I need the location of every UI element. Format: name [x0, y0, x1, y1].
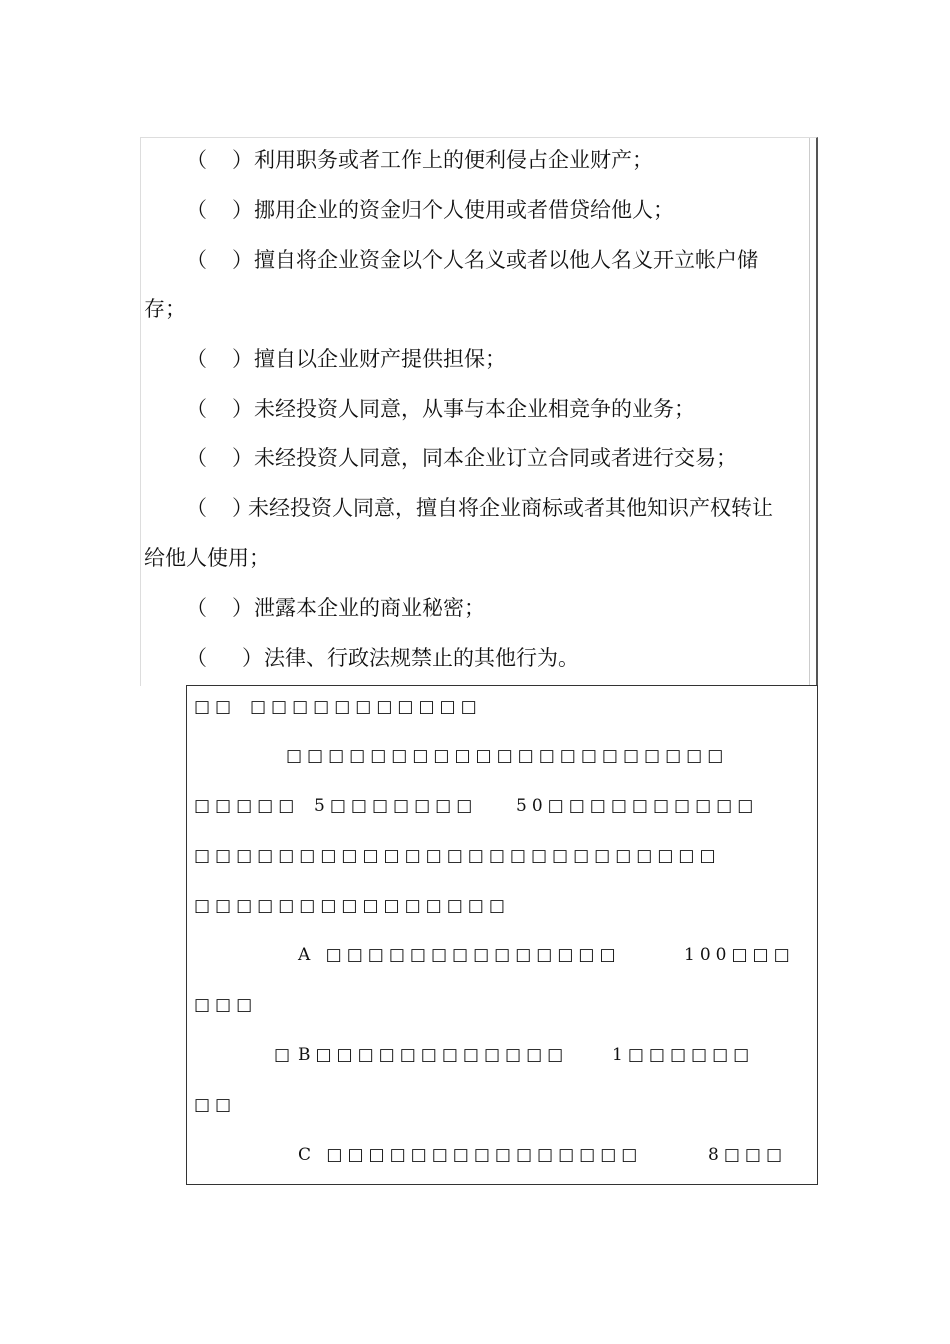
paren-open: （: [186, 148, 207, 172]
lower-line-3b: 5□□□□□□□: [314, 796, 478, 816]
lower-line-3c: 50□□□□□□□□□□: [516, 796, 759, 816]
item-text: 利用职务或者工作上的便利侵占企业财产；: [254, 148, 653, 172]
lower-line-4: □□□□□□□□□□□□□□□□□□□□□□□□□: [194, 846, 721, 866]
item-text: 未经投资人同意，同本企业订立合同或者进行交易；: [254, 446, 737, 470]
paren-close: ）: [232, 496, 253, 520]
item-line: [186, 246, 758, 274]
item-line: [186, 395, 695, 423]
item-line: [186, 345, 506, 373]
paren-open: （: [186, 198, 207, 222]
lower-line-10b: 8□□□: [708, 1145, 788, 1165]
paren-open: （: [186, 347, 207, 371]
paren-close: ）: [232, 248, 253, 272]
continuation-line: [144, 295, 186, 323]
item-text: 未经投资人同意，从事与本企业相竞争的业务；: [254, 397, 695, 421]
item-text: 擅自以企业财产提供担保；: [254, 347, 506, 371]
lower-line-8c: 1□□□□□□: [612, 1045, 755, 1065]
item-text: 法律、行政法规禁止的其他行为。: [264, 646, 579, 670]
item-text: 给他人使用；: [144, 546, 270, 570]
lower-line-3a: □□□□□: [194, 796, 300, 816]
item-text: 挪用企业的资金归个人使用或者借贷给他人；: [254, 198, 674, 222]
paren-open: （: [186, 646, 207, 670]
item-text: 擅自将企业资金以个人名义或者以他人名义开立帐户储: [254, 248, 758, 272]
paren-close: ）: [232, 347, 253, 371]
item-text: 未经投资人同意，擅自将企业商标或者其他知识产权转让: [248, 496, 773, 520]
lower-line-2: □□□□□□□□□□□□□□□□□□□□□: [286, 746, 729, 766]
lower-line-5: □□□□□□□□□□□□□□□: [194, 896, 510, 916]
item-line: [186, 444, 737, 472]
lower-line-10a: C □□□□□□□□□□□□□□□: [298, 1145, 643, 1165]
item-line: [186, 494, 773, 522]
lower-line-9: □□: [194, 1095, 237, 1115]
lower-line-6a: A □□□□□□□□□□□□□□: [298, 945, 621, 965]
lower-line-7: □□□: [194, 995, 258, 1015]
paren-close: ）: [232, 446, 253, 470]
paren-open: （: [186, 446, 207, 470]
paren-close: ）: [232, 596, 253, 620]
paren-open: （: [186, 397, 207, 421]
item-line: [186, 644, 579, 672]
paren-close: ）: [242, 646, 263, 670]
item-line: [186, 594, 485, 622]
paren-close: ）: [232, 198, 253, 222]
lower-line-6b: 100□□□: [684, 945, 795, 965]
continuation-line: [144, 544, 270, 572]
item-text: 泄露本企业的商业秘密；: [254, 596, 485, 620]
lower-line-8b: B□□□□□□□□□□□□: [298, 1045, 569, 1065]
paren-open: （: [186, 596, 207, 620]
lower-line-1b: □□□□□□□□□□□: [250, 697, 482, 717]
item-text: 存；: [144, 297, 186, 321]
paren-close: ）: [232, 148, 253, 172]
lower-line-8a: □: [274, 1045, 296, 1065]
item-line: [186, 146, 653, 174]
inner-rule: [809, 138, 810, 686]
paren-open: （: [186, 248, 207, 272]
item-line: [186, 196, 674, 224]
lower-line-1a: □□: [194, 697, 237, 717]
paren-close: ）: [232, 397, 253, 421]
paren-open: （: [186, 496, 207, 520]
